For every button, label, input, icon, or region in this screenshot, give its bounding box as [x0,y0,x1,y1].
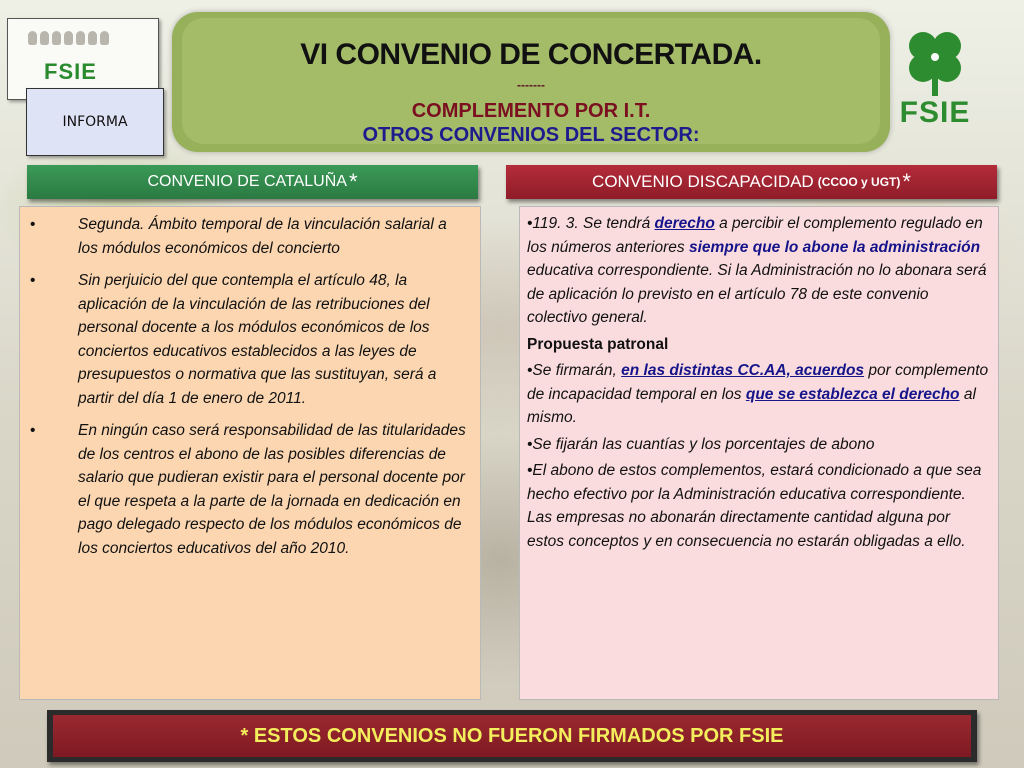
title-subtitle-complemento: COMPLEMENTO POR I.T. [411,100,651,122]
informa-label: INFORMA [26,88,164,156]
list-item: • En ningún caso será responsabilidad de las titularidades de los centros el abono de las posibles diferencias de salario que pudieran existir para el personal docente por el que respeta a la parte de la jornada en dedicación en pago delegado respecto de los módulos económicos de los conciertos educativos del año 2010. [30,422,466,557]
footer-banner [47,710,977,762]
header-right-note: (CCOO y UGT) [817,175,901,189]
highlight-acuerdos: en las distintas CC.AA, acuerdos [621,362,865,379]
clover-icon [890,26,980,98]
fsie-logo-right [890,26,980,136]
header-left-label: CONVENIO DE CATALUÑA [147,173,347,190]
header-right-star: * [902,169,911,194]
title-main: VI CONVENIO DE CONCERTADA. [300,38,762,71]
highlight-siempre: siempre que lo abone la administración [688,238,981,256]
paragraph-cuantias: •Se fijarán las cuantías y los porcentajes de abono [527,435,875,453]
highlight-establezca: que se establezca el derecho [745,385,960,403]
title-dashes: ------- [517,78,545,92]
logo-right-text: FSIE [899,96,971,129]
header-right-label: CONVENIO DISCAPACIDAD [592,172,814,191]
logo-left-text: FSIE [44,59,97,84]
panel-discapacidad [519,206,999,700]
list-item: • Sin perjuicio del que contempla el artículo 48, la aplicación de la vinculación de las retribuciones del personal docente a los módulos económicos de los conciertos educativos establecidos a las leyes de presupuestos o normativa que las sustituyan, será a partir del día 1 de enero de 2011. [30,272,437,407]
header-left-star: * [348,169,358,194]
header-convenio-cataluna [27,165,478,199]
highlight-derecho: derecho [654,215,715,232]
list-item: • Segunda. Ámbito temporal de la vinculación salarial a los módulos económicos del concierto [30,216,447,257]
header-convenio-discapacidad [506,165,997,199]
title-banner [172,12,890,152]
footer-text: * ESTOS CONVENIOS NO FUERON FIRMADOS POR FSIE [53,715,971,757]
paragraph-firmaran: •Se firmarán, en las distintas CC.AA, acuerdos por complemento de incapacidad temporal en los que se establezca el derecho al mismo. [527,362,989,426]
panel-cataluna [19,206,481,700]
hands-icon [28,31,109,45]
title-subtitle-otros: OTROS CONVENIOS DEL SECTOR: [362,124,700,146]
paragraph-119: •119. 3. Se tendrá derecho a percibir el complemento regulado en los números anteriores siempre que lo abone la administración educativa correspondiente. Si la Administración no lo abonara será de aplicación lo previsto en el artículo 78 de este convenio colectivo general. [527,215,987,326]
paragraph-abono: •El abono de estos complementos, estará condicionado a que sea hecho efectivo por la Administración educativa correspondiente. Las empresas no abonarán directamente cantidad alguna por estos conceptos y en consecuencia no estarán obligadas a ello. [527,462,982,550]
propuesta-patronal: Propuesta patronal [527,335,669,353]
